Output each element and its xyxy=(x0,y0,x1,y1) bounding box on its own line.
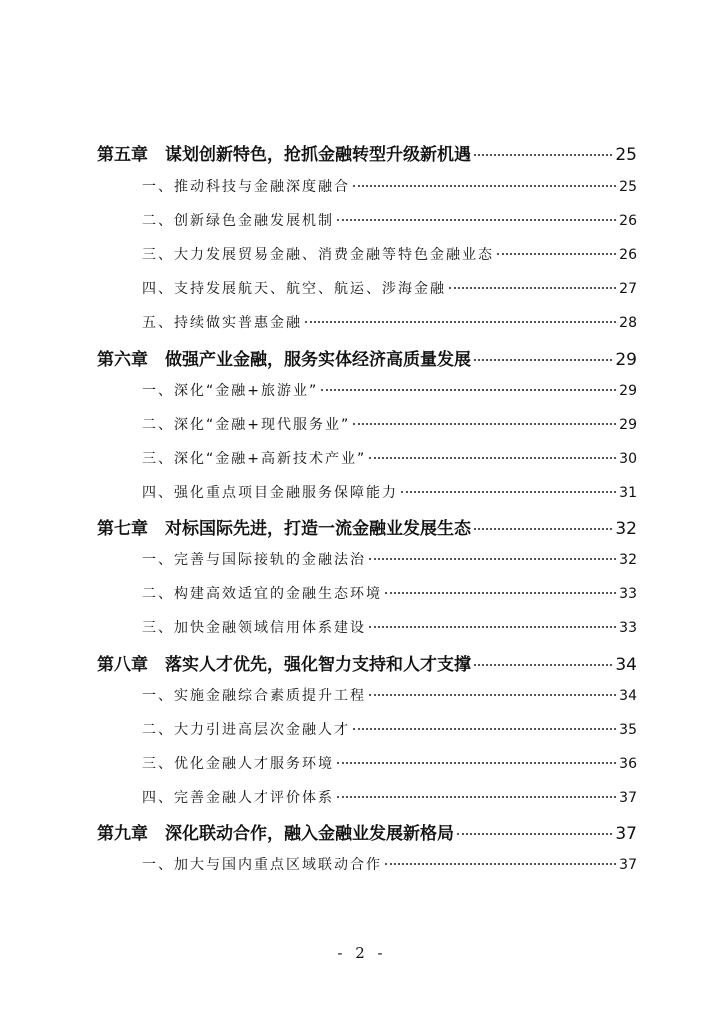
toc-page-number: 26 xyxy=(619,213,637,229)
toc-label: 一、完善与国际接轨的金融法治 xyxy=(142,552,366,568)
dot-leader xyxy=(305,321,616,323)
toc-page-number: 26 xyxy=(619,247,637,263)
toc-page-number: 34 xyxy=(619,688,637,704)
toc-page-number: 31 xyxy=(619,485,637,501)
dot-leader xyxy=(474,664,612,666)
toc-section[interactable] xyxy=(142,380,637,400)
dot-leader xyxy=(353,728,616,730)
toc-section[interactable] xyxy=(142,244,637,264)
dot-leader xyxy=(337,762,616,764)
toc-section[interactable] xyxy=(142,787,637,807)
toc-page-number: 29 xyxy=(619,383,637,399)
toc-label: 三、大力发展贸易金融、消费金融等特色金融业态 xyxy=(142,247,494,263)
dot-leader xyxy=(497,253,616,255)
toc-page-number: 32 xyxy=(615,519,637,539)
toc-label: 三、深化“金融+高新技术产业” xyxy=(142,451,367,467)
dot-leader xyxy=(449,287,616,289)
toc-page-number: 27 xyxy=(619,281,637,297)
dot-leader xyxy=(321,389,616,391)
toc-label: 二、构建高效适宜的金融生态环境 xyxy=(142,586,382,602)
dot-leader xyxy=(353,423,616,425)
toc-label: 二、创新绿色金融发展机制 xyxy=(142,213,334,229)
toc-section[interactable] xyxy=(142,753,637,773)
dot-leader xyxy=(401,491,616,493)
toc-page-number: 25 xyxy=(615,145,637,165)
toc-label: 第七章 对标国际先进，打造一流金融业发展生态 xyxy=(97,519,471,539)
dot-leader xyxy=(337,796,616,798)
toc-chapter-5[interactable] xyxy=(97,140,637,165)
toc-section[interactable] xyxy=(142,312,637,332)
toc-page-number: 29 xyxy=(619,417,637,433)
dot-leader xyxy=(474,528,612,530)
dot-leader xyxy=(337,219,616,221)
toc-label: 第五章 谋划创新特色，抢抓金融转型升级新机遇 xyxy=(97,145,471,165)
toc-page-number: 29 xyxy=(615,350,637,370)
toc-page-number: 37 xyxy=(619,857,637,873)
toc-page-number: 33 xyxy=(619,586,637,602)
toc-section[interactable] xyxy=(142,549,637,569)
dot-leader xyxy=(385,592,616,594)
toc-page-number: 30 xyxy=(619,451,637,467)
toc-page-number: 25 xyxy=(619,179,637,195)
toc-label: 三、加快金融领域信用体系建设 xyxy=(142,620,366,636)
toc-page-number: 33 xyxy=(619,620,637,636)
dot-leader xyxy=(385,863,616,865)
toc-label: 二、深化“金融+现代服务业” xyxy=(142,417,351,433)
toc-page-number: 34 xyxy=(615,655,637,675)
toc-label: 第八章 落实人才优先，强化智力支持和人才支撑 xyxy=(97,655,471,675)
toc-section[interactable] xyxy=(142,617,637,637)
toc-page-number: 37 xyxy=(615,824,637,844)
toc-chapter-7[interactable] xyxy=(97,514,637,539)
toc-page-number: 37 xyxy=(619,790,637,806)
dot-leader xyxy=(369,457,616,459)
toc-label: 第六章 做强产业金融，服务实体经济高质量发展 xyxy=(97,350,471,370)
toc-chapter-6[interactable] xyxy=(97,345,637,370)
dot-leader xyxy=(369,694,616,696)
toc-label: 四、强化重点项目金融服务保障能力 xyxy=(142,485,398,501)
page-number-footer: - 2 - xyxy=(337,944,387,962)
toc-section[interactable] xyxy=(142,482,637,502)
toc-section[interactable] xyxy=(142,685,637,705)
toc-section[interactable] xyxy=(142,278,637,298)
toc-section[interactable] xyxy=(142,583,637,603)
toc-label: 二、大力引进高层次金融人才 xyxy=(142,722,350,738)
dot-leader xyxy=(369,626,616,628)
toc-section[interactable] xyxy=(142,210,637,230)
toc-page-number: 36 xyxy=(619,756,637,772)
toc-section[interactable] xyxy=(142,414,637,434)
toc-page-number: 32 xyxy=(619,552,637,568)
toc-page-number: 35 xyxy=(619,722,637,738)
dot-leader xyxy=(474,359,612,361)
toc-label: 四、支持发展航天、航空、航运、涉海金融 xyxy=(142,281,446,297)
toc-label: 四、完善金融人才评价体系 xyxy=(142,790,334,806)
toc-section[interactable] xyxy=(142,448,637,468)
toc-label: 第九章 深化联动合作，融入金融业发展新格局 xyxy=(97,824,454,844)
toc-page-number: 28 xyxy=(619,315,637,331)
toc-label: 一、实施金融综合素质提升工程 xyxy=(142,688,366,704)
toc-label: 一、推动科技与金融深度融合 xyxy=(142,179,350,195)
toc-label: 一、深化“金融+旅游业” xyxy=(142,383,319,399)
dot-leader xyxy=(369,558,616,560)
toc-chapter-8[interactable] xyxy=(97,650,637,675)
toc-label: 五、持续做实普惠金融 xyxy=(142,315,302,331)
dot-leader xyxy=(457,833,612,835)
dot-leader xyxy=(353,185,616,187)
toc-label: 三、优化金融人才服务环境 xyxy=(142,756,334,772)
toc-section[interactable] xyxy=(142,719,637,739)
toc-label: 一、加大与国内重点区域联动合作 xyxy=(142,857,382,873)
toc-section[interactable] xyxy=(142,176,637,196)
dot-leader xyxy=(474,154,612,156)
toc-section[interactable] xyxy=(142,854,637,874)
toc-chapter-9[interactable] xyxy=(97,819,637,844)
